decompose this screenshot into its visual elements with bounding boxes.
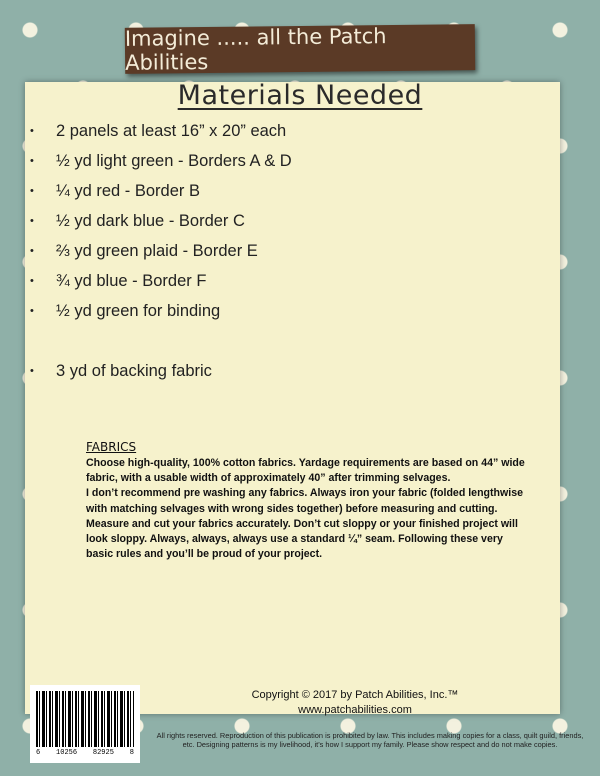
list-item: • ¾ yd blue - Border F (30, 271, 207, 290)
bullet-icon: • (30, 185, 34, 197)
bullet-icon: • (30, 125, 34, 137)
bullet-icon: • (30, 305, 34, 317)
bullet-icon: • (30, 275, 34, 287)
list-item: • ½ yd light green - Borders A & D (30, 151, 292, 170)
list-item: • 2 panels at least 16” x 20” each (30, 121, 287, 140)
bullet-icon: • (30, 155, 34, 167)
banner-text: Imagine ..... all the Patch Abilities (124, 24, 387, 75)
copyright-line: Copyright © 2017 by Patch Abilities, Inc.™ (251, 689, 459, 701)
website-link[interactable]: www.patchabilities.com (298, 704, 412, 716)
page-title: Materials Needed (177, 80, 423, 111)
bullet-icon: • (30, 365, 34, 377)
barcode (30, 685, 140, 763)
rights-notice: All rights reserved. Reproduction of this publication is prohibited by law. This includes making copies for a class, quilt guild, friends, etc. Designing patterns is my livelihood, it’s how I support my family. Please show respect and do not make copies. (156, 731, 584, 749)
bullet-icon: • (30, 245, 34, 257)
fabrics-paragraph: Measure and cut your fabrics accurately. Don’t cut sloppy or your finished project will look sloppy. Always, always, always use a standard ¼” seam. Following these very basic rules and you’ll be proud of your project. (86, 517, 518, 561)
fabrics-paragraph: I don’t recommend pre washing any fabrics. Always iron your fabric (folded lengthwise with matching selvages with wrong sides together) before measuring and cutting. (86, 487, 523, 515)
fabrics-paragraph: Choose high-quality, 100% cotton fabrics. Yardage requirements are based on 44” wide fabric, with a usable width of approximately 40” after trimming selvages. (86, 457, 525, 485)
list-item: • 3 yd of backing fabric (30, 361, 212, 380)
fabrics-section (86, 440, 526, 562)
list-item: • ¼ yd red - Border B (30, 181, 200, 200)
materials-heading (0, 80, 600, 111)
list-item: • ½ yd dark blue - Border C (30, 211, 245, 230)
barcode-bars (36, 691, 134, 747)
bullet-icon: • (30, 215, 34, 227)
fabrics-title: FABRICS (86, 440, 137, 454)
list-item: • ⅔ yd green plaid - Border E (30, 241, 258, 260)
list-item: • ½ yd green for binding (30, 301, 221, 320)
barcode-digits: 6 10256 82925 8 (36, 749, 134, 757)
materials-list (30, 116, 292, 386)
title-banner (125, 24, 475, 74)
